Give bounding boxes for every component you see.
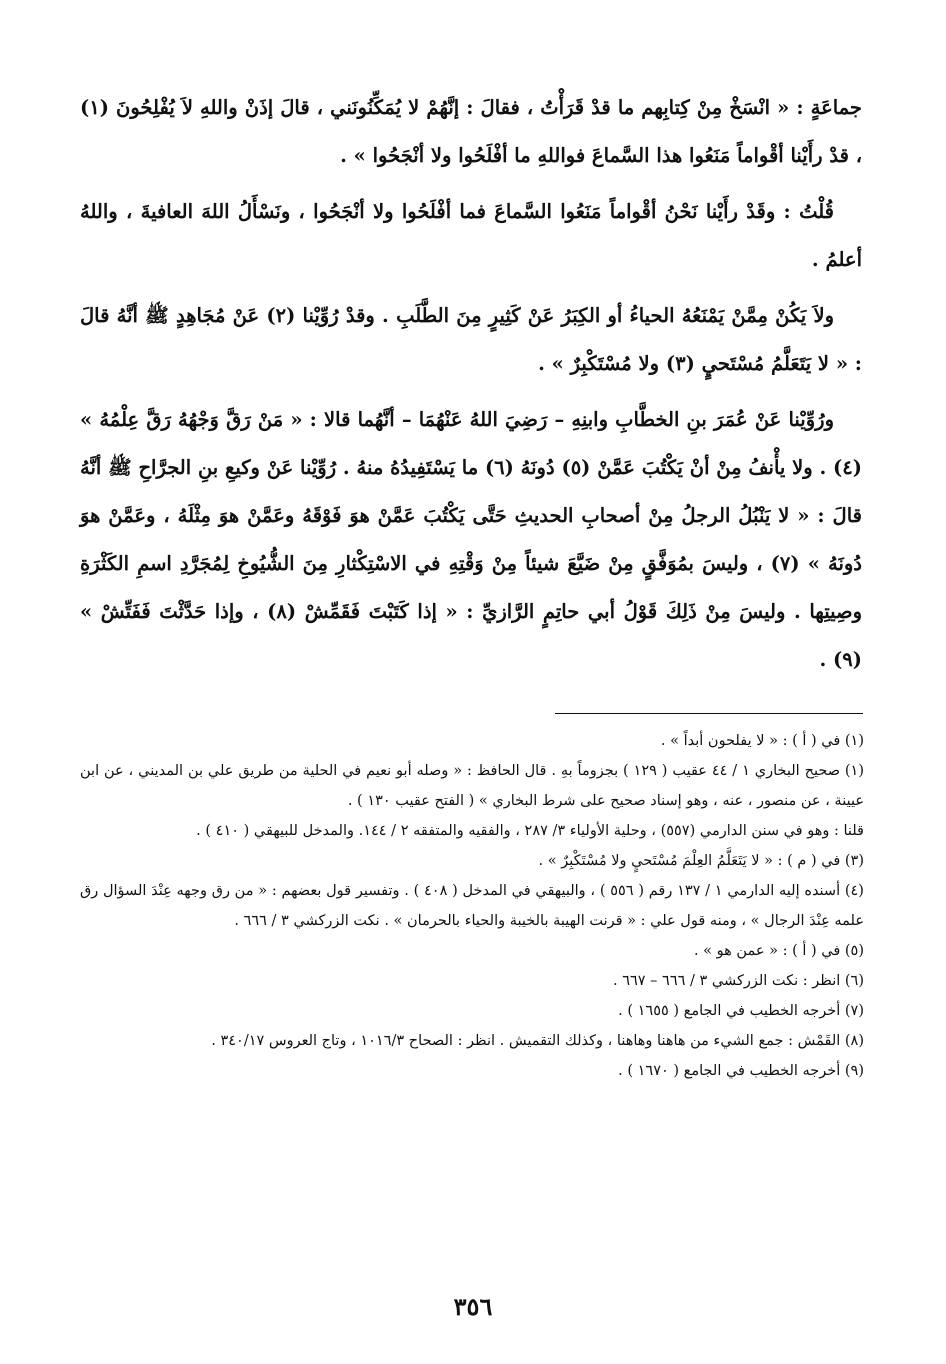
footnote: (٤) أسنده إليه الدارمي ١ / ١٣٧ رقم ( ٥٥٦ ) ، والبيهقي في المدخل ( ٤٠٨ ) . وتفسير قول بعضهم : « من رق وجهه عِنْدَ السؤال رق علمه عِنْدَ الرجال » ، ومنه قول علي : « قرنت الهيبة بالخيبة والحياء بالحرمان » . نكت الزركشي ٣ / ٦٦٦ .: [80, 883, 864, 929]
footnotes: [80, 726, 864, 1086]
paragraph: جماعَةٍ : « انْسَخْ مِنْ كِتابِهم ما قدْ قَرَأْتُ ، فقالَ : إنَّهُمْ لا يُمَكِّنُونَني ، قالَ إذَنْ واللهِ لاَ يُفْلِحُونَ (١) ، قدْ رأَيْنا أقْواماً مَنَعُوا هذا السَّماعَ فواللهِ ما أفْلَحُوا ولا أنْجَحُوا » .: [80, 96, 862, 167]
footnote: (٧) أخرجه الخطيب في الجامع ( ١٦٥٥ ) .: [618, 1003, 864, 1019]
footnote: (١) صحيح البخاري ١ / ٤٤ عقيب ( ١٢٩ ) بجزوماً بهِ . قال الحافظ : « وصله أبو نعيم في الحلية من طريق علي بن المديني ، عن ابن عيينة ، عن منصور ، عنه ، وهو إسناد صحيح على شرط البخاري » ( الفتح عقيب ١٣٠ ) .: [80, 763, 865, 809]
paragraph: ورُوِّيْنا عَنْ عُمَرَ بنِ الخطَّابِ وابنِهِ – رَضِيَ اللهُ عَنْهُمَا – أنَّهُما قالا : « مَنْ رَقَّ وَجْهُهُ رَقَّ عِلْمُهُ » (٤) . ولا يأْنفُ مِنْ أنْ يَكْتُبَ عَمَّنْ (٥) دُونَهُ (٦) ما يَسْتَفِيدُهُ منهُ . رُوِّيْنا عَنْ وكيعِ بنِ الجرَّاحِ ﷺ أنَّهُ قالَ : « لا يَنْبُلُ الرجلُ مِنْ أصحابِ الحديثِ حَتَّى يَكْتُبَ عَمَّنْ هوَ فَوْقَهُ وعَمَّنْ هوَ مِثْلَهُ ، وعَمَّنْ هوَ دُونَهُ » (٧) ، وليسَ بمُوَفَّقٍ مِنْ ضَيَّعَ شيئاً مِنْ وَقْتِهِ في الاسْتِكْثارِ مِنَ الشُّيُوخِ لِمُجَرَّدِ اسمِ الكَثْرَةِ وصِيتِها . وليسَ مِنْ ذَلِكَ قَوْلُ أبي حاتِمٍ الرَّازيِّ : « إذا كَتَبْتَ فَقَمِّشْ (٨) ، وإذا حَدَّثْتَ فَفَتِّشْ » (٩) .: [80, 408, 863, 671]
footnote: (١) في ( أ ) : « لا يفلحون أبداً » .: [660, 733, 864, 749]
footnote: (٨) القَمْش : جمع الشيء من هاهنا وهاهنا ، وكذلك التقميش . انظر : الصحاح ١٠١٦/٣ ، وتاج العروس ٣٤٠/١٧ .: [211, 1033, 864, 1049]
footnote-continuation: قلنا : وهو في سنن الدارمي (٥٥٧) ، وحلية الأولياء ٣/ ٢٨٧ ، والفقيه والمتفقه ٢ / ١٤٤. والمدخل للبيهقي ( ٤١٠ ) .: [196, 823, 864, 839]
paragraph: ولاَ يَكُنْ مِمَّنْ يَمْنَعُهُ الحياءُ أو الكِبَرُ عَنْ كَثِيرٍ مِنَ الطَّلَبِ . وقدْ رُوِّيْنا (٢) عَنْ مُجَاهِدٍ ﷺ أنَّهُ قالَ : « لا يَتَعَلَّمُ مُسْتَحيٍ (٣) ولا مُسْتَكْبِرٌ » .: [80, 304, 862, 375]
paragraph: قُلْتُ : وقَدْ رأَيْنا نَحْنُ أقْواماً مَنَعُوا السَّماعَ فما أفْلَحُوا ولا أنْجَحُوا ، ونَسْأَلُ اللهَ العافيةَ ، واللهُ أعلمُ .: [80, 200, 862, 271]
main-text: [80, 84, 862, 692]
footnote: (٩) أخرجه الخطيب في الجامع ( ١٦٧٠ ) .: [618, 1063, 864, 1079]
footnote-separator: [555, 713, 863, 714]
footnote: (٥) في ( أ ) : « عمن هو » .: [693, 943, 864, 959]
footnote: (٦) انظر : نكت الزركشي ٣ / ٦٦٦ – ٦٦٧ .: [612, 973, 864, 989]
footnote: (٣) في ( م ) : « لا يَتَعَلَّمُ العِلْمَ مُسْتَحيٍ ولا مُسْتَكْبِرٌ » .: [538, 853, 864, 869]
page-number: ٣٥٦: [453, 1292, 493, 1321]
